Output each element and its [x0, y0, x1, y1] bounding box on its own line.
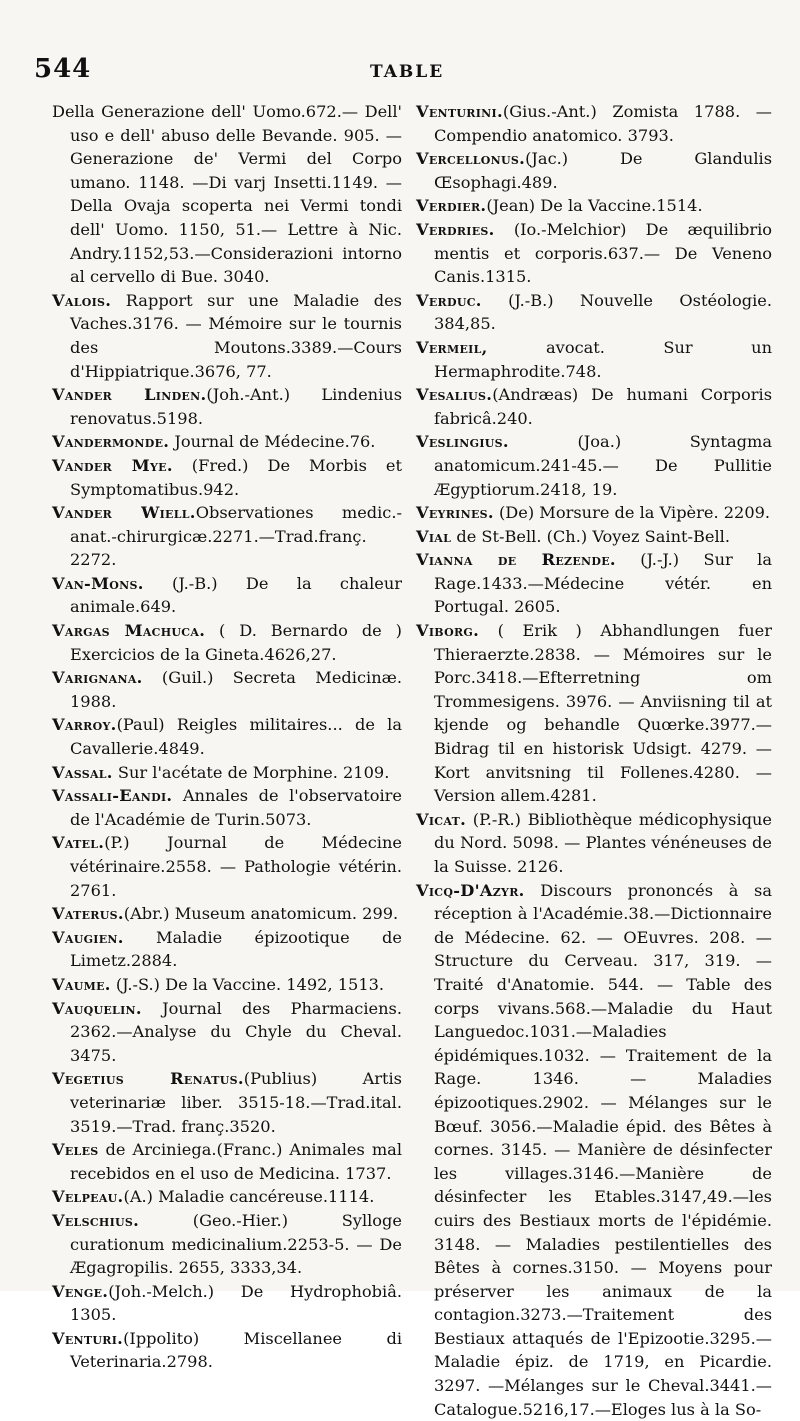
entry-heading: Vegetius Renatus. — [52, 1069, 244, 1089]
index-entry — [52, 1280, 402, 1327]
index-entry — [52, 1209, 402, 1280]
entry-text: (A.) Maladie cancéreuse.1114. — [123, 1187, 375, 1207]
entry-heading: Vatel. — [52, 833, 105, 853]
index-entry — [416, 194, 772, 218]
entry-heading: Velpeau. — [52, 1187, 124, 1207]
entry-heading: Varroy. — [52, 715, 117, 735]
index-entry — [52, 1138, 402, 1185]
entry-heading: Valois. — [52, 290, 112, 310]
entry-heading: Venge. — [52, 1281, 109, 1301]
entry-text: Sur l'acétate de Morphine. 2109. — [112, 762, 390, 782]
index-entry — [52, 454, 402, 501]
entry-text: (Gius.-Ant.) Zomista 1788. — Compendio anatomico. 3793. — [434, 102, 772, 145]
index-entry — [416, 336, 772, 383]
entry-text: (Andræas) De humani Corporis fabricâ.240. — [434, 385, 772, 428]
entry-heading: Vauquelin. — [52, 998, 142, 1018]
index-entry — [52, 997, 402, 1068]
entry-text: (P.-R.) Bibliothèque médicophysique du Nord. 5098. — Plantes vénéneuses de la Suisse. 2126. — [434, 809, 772, 876]
entry-heading: Veles — [52, 1140, 99, 1160]
entry-heading: Vander Mye. — [52, 455, 173, 475]
entry-text: (J.-J.) Sur la Rage.1433.—Médecine vétér. en Portugal. 2605. — [434, 550, 773, 617]
index-entry — [416, 548, 772, 619]
entry-heading: Vaugien. — [52, 927, 124, 947]
index-entry — [52, 289, 402, 383]
entry-text: Maladie épizootique de Limetz.2884. — [70, 927, 402, 971]
entry-heading: Vassal. — [52, 762, 113, 782]
entry-heading: Vicq-D'Azyr. — [416, 880, 525, 900]
entry-text: Journal des Pharmaciens. 2362.—Analyse du Chyle du Cheval. 3475. — [70, 998, 402, 1065]
entry-heading: Vermeil, — [416, 337, 488, 357]
index-entry — [52, 973, 402, 997]
entry-heading: Van-Mons. — [52, 573, 144, 593]
index-entry — [52, 1067, 402, 1138]
running-head: TABLE — [370, 62, 445, 82]
entry-text: (P.) Journal de Médecine vétérinaire.2558. — Pathologie vétérin. 2761. — [70, 833, 402, 900]
entry-heading: Verdier. — [416, 196, 487, 216]
entry-heading: Vercellonus. — [416, 149, 526, 169]
entry-text: (Guil.) Secreta Medicinæ. 1988. — [70, 668, 402, 711]
entry-text: Journal de Médecine.76. — [169, 432, 376, 452]
index-entry — [52, 383, 402, 430]
entry-heading: Vial — [416, 526, 452, 546]
entry-heading: Venturini. — [416, 102, 503, 121]
entry-heading: Vander Linden. — [52, 385, 207, 405]
index-entry — [416, 525, 772, 549]
entry-text: (Jean) De la Vaccine.1514. — [486, 196, 703, 216]
entry-text: Annales de l'observatoire de l'Académie de Turin.5073. — [70, 786, 402, 829]
index-entry — [52, 430, 402, 454]
index-entry — [52, 572, 402, 619]
entry-text: (Jac.) De Glandulis Œsophagi.489. — [434, 149, 772, 192]
entry-heading: Varignana. — [52, 668, 143, 688]
entry-text: (J.-B.) Nouvelle Ostéologie. 384,85. — [434, 290, 772, 334]
entry-heading: Vander Wiell. — [52, 503, 196, 523]
entry-heading: Velschius. — [52, 1210, 140, 1230]
entry-text: (Geo.-Hier.) Sylloge curationum medicinalium.2253-5. — De Ægagropilis. 2655, 3333,34. — [70, 1210, 402, 1278]
index-entry — [52, 784, 402, 831]
index-entry — [52, 926, 402, 973]
entry-heading: Veyrines. — [416, 503, 494, 523]
entry-heading: Viborg. — [416, 621, 480, 641]
entry-text: (Fred.) De Morbis et Symptomatibus.942. — [70, 455, 402, 499]
index-entry — [52, 666, 402, 713]
entry-text: (De) Morsure de la Vipère. 2209. — [493, 503, 771, 523]
index-entry — [416, 501, 772, 525]
entry-text: de Arciniega.(Franc.) Animales mal recebidos en el uso de Medicina. 1737. — [70, 1140, 402, 1183]
entry-text: (Publius) Artis veterinariæ liber. 3515-18.—Trad.ital. 3519.—Trad. franç.3520. — [70, 1069, 402, 1136]
entry-text: Discours prononcés à sa réception à l'Académie.38.—Dictionnaire de Médecine. 62. — OEuvres. 208. — Structure du Cerveau. 317, 319. — Traité d'Anatomie. 544. — Table des corps vivans.568.—Maladie du Haut Languedoc.1031.—Maladies épidémiques.1032. — Traitement de la Rage. 1346. — Maladies épizootiques.2902. — Mélanges sur le Bœuf. 3056.—Maladie épid. des Bêtes à cornes. 3145. — Manière de désinfecter les villages.3146.—Manière de désinfecter les Etables.3147,49.—les cuirs des Bestiaux morts de l'épidémie. 3148. — Maladies pestilentielles des Bêtes à cornes.3150. — Moyens pour préserver les animaux de la contagion.3273.—Traitement des Bestiaux attaqués de l'Epizootie.3295.—Maladie épiz. de 1719, en Picardie. 3297. —Mélanges sur le Cheval.3441.—Catalogue.5216,17.—Eloges lus à la So- — [434, 880, 772, 1419]
entry-heading: Vargas Machuca. — [52, 621, 206, 641]
entry-text: (J.-S.) De la Vaccine. 1492, 1513. — [110, 974, 385, 994]
index-entry — [416, 218, 772, 289]
entry-heading: Vassali-Eandi. — [52, 786, 173, 806]
entry-heading: Vaume. — [52, 974, 111, 994]
entry-text: (Joh.-Ant.) Lindenius renovatus.5198. — [70, 385, 403, 428]
entry-text: (Ippolito) Miscellanee di Veterinaria.2798. — [70, 1328, 402, 1372]
entry-text: Observationes medic.-anat.-chirurgicæ.2271.—Trad.franç. 2272. — [70, 503, 402, 570]
page-number: 544 — [34, 54, 92, 84]
index-entry — [416, 383, 772, 430]
entry-heading: Verdries. — [416, 219, 495, 239]
index-entry — [52, 713, 402, 760]
entry-heading: Vandermonde. — [52, 432, 170, 452]
entry-heading: Verduc. — [416, 290, 482, 310]
entry-text: avocat. Sur un Hermaphrodite.748. — [434, 337, 772, 381]
index-entry — [416, 100, 772, 147]
entry-text: (Joa.) Syntagma anatomicum.241-45.— De Pullitie Ægyptiorum.2418, 19. — [434, 432, 772, 499]
index-entry — [52, 761, 402, 785]
entry-text: (J.-B.) De la chaleur animale.649. — [70, 573, 402, 617]
entry-text: (Paul) Reigles militaires... de la Cavallerie.4849. — [70, 715, 402, 759]
index-entry — [52, 100, 402, 289]
entry-text: ( Erik ) Abhandlungen fuer Thieraerzte.2838. — Mémoires sur le Porc.3418.—Efterretning om Trommesigens. 3976. — Anviisning til at kjende og behandle Quœrke.3977.— Bidrag til en historisk Udsigt. 4279. — Kort anvitsning til Follenes.4280. —Version allem.4281. — [434, 621, 772, 806]
entry-text: de St-Bell. (Ch.) Voyez Saint-Bell. — [451, 526, 730, 546]
index-entry — [52, 619, 402, 666]
index-entry — [52, 831, 402, 902]
index-entry — [52, 1327, 402, 1374]
index-entry — [416, 879, 772, 1421]
entry-text: Della Generazione dell' Uomo.672.— Dell' uso e dell' abuso delle Bevande. 905. — Generazione de' Vermi del Corpo umano. 1148. —Di varj Insetti.1149. — Della Ovaja scoperta nei Vermi tondi dell' Uomo. 1150, 51.— Lettre à Nic. Andry.1152,53.—Considerazioni intorno al cervello di Bue. 3040. — [52, 102, 402, 287]
entry-heading: Veslingius. — [416, 432, 509, 452]
left-column — [52, 100, 402, 1374]
index-entry — [416, 430, 772, 501]
index-entry — [52, 1185, 402, 1209]
entry-text: (Io.-Melchior) De æquilibrio mentis et corporis.637.— De Veneno Canis.1315. — [434, 219, 772, 287]
entry-heading: Vaterus. — [52, 904, 124, 924]
entry-heading: Vianna de Rezende. — [416, 550, 616, 570]
index-entry — [52, 902, 402, 926]
entry-text: (Abr.) Museum anatomicum. 299. — [123, 904, 399, 924]
entry-heading: Venturi. — [52, 1328, 124, 1348]
index-entry — [416, 619, 772, 808]
entry-text: Rapport sur une Maladie des Vaches.3176. — Mémoire sur le tournis des Moutons.3389.—Cours d'Hippiatrique.3676, 77. — [70, 290, 402, 381]
entry-heading: Vicat. — [416, 809, 467, 829]
index-entry — [416, 289, 772, 336]
index-entry — [52, 501, 402, 572]
entry-text: ( D. Bernardo de ) Exercicios de la Gineta.4626,27. — [70, 621, 402, 664]
right-column — [416, 100, 772, 1421]
entry-heading: Vesalius. — [416, 385, 493, 405]
index-entry — [416, 808, 772, 879]
index-entry — [416, 147, 772, 194]
entry-text: (Joh.-Melch.) De Hydrophobiâ. 1305. — [70, 1281, 402, 1325]
